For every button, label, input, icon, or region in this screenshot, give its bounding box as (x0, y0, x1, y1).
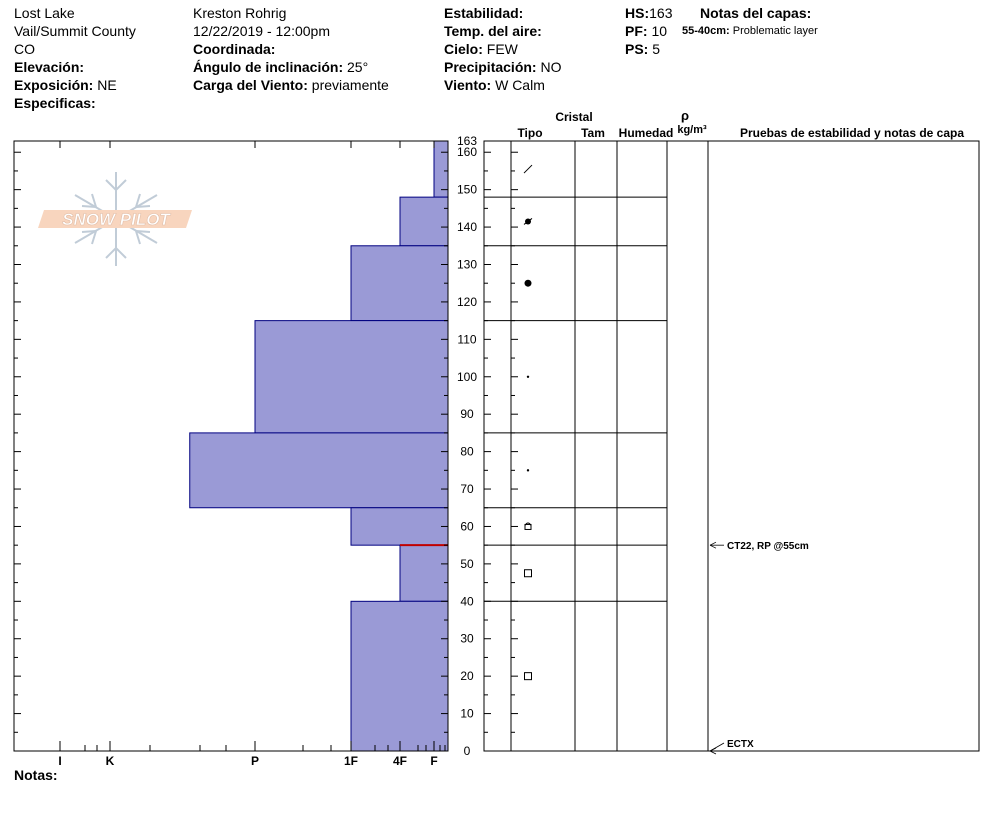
datetime: 12/22/2019 - 12:00pm (193, 23, 330, 39)
y-label-30: 30 (460, 631, 474, 646)
hardness-label-K: K (105, 754, 115, 768)
facet-box (525, 524, 531, 529)
y-label-150: 150 (456, 182, 478, 197)
y-label-80: 80 (460, 444, 474, 459)
region: Vail/Summit County (14, 23, 136, 39)
sky-value: FEW (486, 41, 518, 57)
small-dot (527, 376, 529, 378)
elevation-label: Elevación: (14, 59, 85, 75)
graupel-dot (525, 280, 532, 287)
y-label-50: 50 (460, 556, 474, 571)
col-tests: Pruebas de estabilidad y notas de capa (739, 126, 965, 140)
y-label-top: 163 (456, 134, 478, 148)
layer-note-depth: 55-40cm: (682, 25, 730, 37)
grain-faceted-rounded-icon (525, 523, 531, 530)
y-label-0: 0 (463, 744, 471, 758)
wind-value: W Calm (495, 77, 545, 93)
facet-square (525, 673, 532, 680)
hardness-layer-1 (400, 197, 448, 246)
hs-label: HS: (625, 5, 650, 21)
sky-label: Cielo: (444, 41, 483, 57)
location: Lost Lake (14, 5, 75, 21)
test-label-1: ECTX (727, 739, 754, 750)
hardness-labels (58, 754, 437, 768)
test-label-0: CT22, RP @55cm (727, 541, 809, 553)
state: CO (14, 41, 35, 57)
height-labels (457, 134, 477, 758)
y-label-140: 140 (456, 220, 478, 235)
ps-label: PS: (625, 41, 649, 57)
coord-label: Coordinada: (193, 41, 276, 57)
wind-load-value: previamente (311, 77, 389, 93)
y-label-70: 70 (460, 482, 474, 497)
hardness-layer-7 (351, 601, 448, 751)
grain-dot-icon (527, 469, 529, 471)
slope-value: 25° (347, 59, 369, 75)
layer-notes-label: Notas del capas: (700, 5, 812, 21)
snowpilot-logo (38, 172, 192, 266)
hardness-layer-3 (255, 321, 448, 433)
col-crystal: Cristal (555, 110, 593, 124)
logo-text: SNOW PILOT (62, 210, 170, 229)
hardness-layer-4 (190, 433, 448, 508)
y-label-110: 110 (457, 332, 477, 347)
specifics-label: Especificas: (14, 95, 96, 111)
grain-rimed-icon (524, 218, 532, 224)
stability-tests (710, 541, 809, 754)
table-frame (484, 141, 979, 751)
y-label-130: 130 (456, 257, 478, 272)
wind-load-label: Carga del Viento: (193, 77, 308, 93)
exposure-value: NE (97, 77, 117, 93)
y-label-20: 20 (460, 669, 474, 684)
y-label-40: 40 (460, 594, 474, 609)
y-label-100: 100 (456, 369, 478, 384)
hardness-layer-2 (351, 246, 448, 321)
hs-value: 163 (649, 5, 673, 21)
table-column-lines (511, 141, 708, 751)
y-label-160: 160 (456, 145, 478, 160)
precip-value: NO (540, 59, 562, 75)
wind-label: Viento: (444, 77, 492, 93)
col-density-unit: kg/m³ (677, 124, 707, 136)
hardness-label-1F: 1F (343, 754, 359, 768)
air-temp-label: Temp. del aire: (444, 23, 542, 39)
y-label-90: 90 (460, 407, 474, 422)
pf-value: 10 (651, 23, 668, 39)
grain-graupel-icon (525, 280, 532, 287)
grain-decomposing-icon (524, 165, 532, 173)
hardness-layers (190, 141, 448, 751)
hardness-label-F: F (430, 754, 438, 768)
hardness-label-I: I (58, 754, 62, 768)
layer-note-text: Problematic layer (732, 25, 818, 37)
y-label-10: 10 (460, 706, 474, 721)
observer: Kreston Rohrig (193, 5, 287, 21)
slope-label: Ángulo de inclinación: (193, 59, 344, 75)
grain-faceted-icon (525, 673, 532, 680)
notes-label: Notas: (14, 767, 58, 783)
grain-faceted-icon (525, 570, 532, 577)
pf-label: PF: (625, 23, 648, 39)
exposure-label: Exposición: (14, 77, 94, 93)
hardness-layer-5 (351, 508, 448, 545)
hardness-layer-0 (434, 141, 448, 197)
precip-label: Precipitación: (444, 59, 537, 75)
hardness-label-P: P (250, 754, 260, 768)
grain-symbols (524, 165, 532, 680)
grain-dot-icon (527, 376, 529, 378)
y-label-120: 120 (456, 294, 478, 309)
col-size: Tam (581, 126, 605, 140)
stability-label: Estabilidad: (444, 5, 524, 21)
col-rho: ρ (680, 108, 690, 123)
decomposing-stroke (524, 165, 532, 173)
col-type: Tipo (517, 126, 543, 140)
y-label-60: 60 (460, 519, 474, 534)
col-moisture: Humedad (618, 126, 674, 140)
ps-value: 5 (652, 41, 661, 57)
small-dot (527, 469, 529, 471)
hardness-label-4F: 4F (392, 754, 408, 768)
facet-square (525, 570, 532, 577)
hardness-layer-6 (400, 545, 448, 601)
